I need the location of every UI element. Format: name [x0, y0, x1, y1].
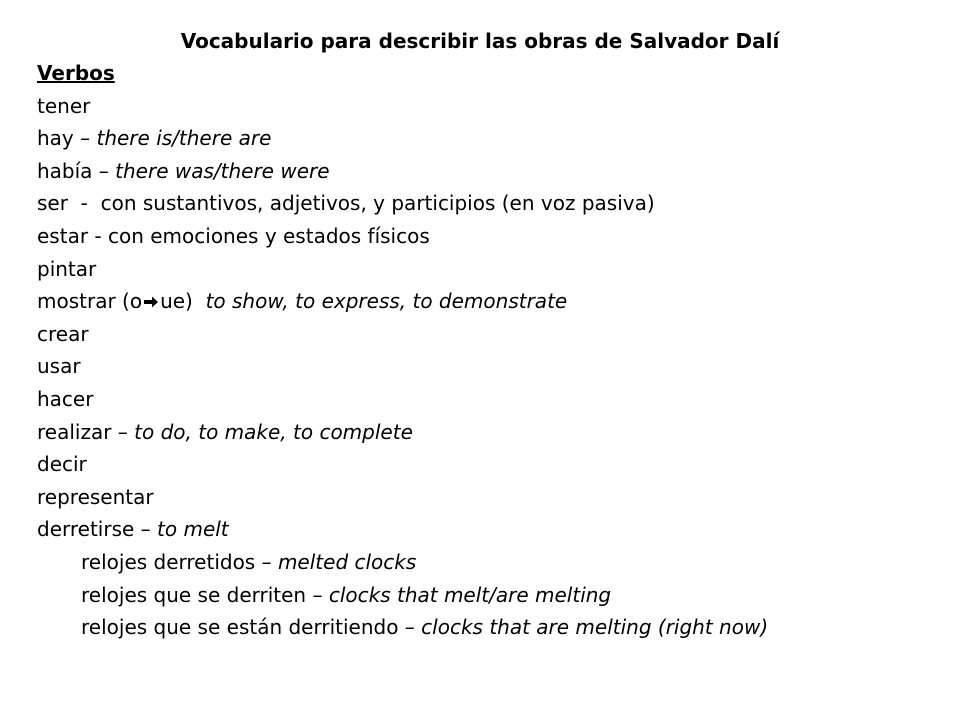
- english-translation: clocks that are melting (right now): [421, 615, 769, 640]
- spanish-term-suffix: ue): [160, 289, 206, 314]
- spanish-term: hay –: [37, 126, 97, 151]
- vocab-line-usar: [37, 350, 937, 383]
- english-translation: melted clocks: [277, 549, 417, 574]
- vocab-subline-relojes-derriten: [37, 579, 937, 612]
- spanish-term: tener: [37, 93, 91, 118]
- section-heading: Verbos: [37, 61, 115, 85]
- spanish-term: representar: [37, 484, 154, 509]
- spanish-term: relojes derretidos –: [81, 549, 278, 574]
- vocab-line-decir: [37, 448, 937, 481]
- page-title: Vocabulario para describir las obras de Salvador Dalí: [180, 29, 780, 53]
- vocab-line-mostrar: [37, 285, 937, 318]
- vocab-line-ser: [37, 187, 937, 220]
- vocab-line-pintar: [37, 253, 937, 286]
- spanish-term: estar - con emociones y estados físicos: [37, 223, 430, 248]
- english-translation: there is/there are: [96, 126, 272, 151]
- english-translation: to show, to express, to demonstrate: [205, 289, 568, 314]
- spanish-term: mostrar (o: [37, 289, 143, 314]
- english-translation: to do, to make, to complete: [134, 419, 413, 444]
- spanish-term: usar: [37, 354, 81, 379]
- vocab-line-tener: [37, 90, 937, 123]
- vocab-line-habia: [37, 155, 937, 188]
- spanish-term: realizar –: [37, 419, 135, 444]
- vocab-line-realizar: [37, 416, 937, 449]
- spanish-term: crear: [37, 321, 89, 346]
- spanish-term: relojes que se derriten –: [81, 582, 329, 607]
- english-translation: to melt: [157, 517, 229, 542]
- spanish-term: ser - con sustantivos, adjetivos, y participios (en voz pasiva): [37, 191, 655, 216]
- vocab-line-estar: [37, 220, 937, 253]
- spanish-term: relojes que se están derritiendo –: [81, 615, 422, 640]
- spanish-term: decir: [37, 452, 87, 477]
- spanish-term: derretirse –: [37, 517, 158, 542]
- vocab-line-crear: [37, 318, 937, 351]
- spanish-term: hacer: [37, 386, 94, 411]
- right-arrow-icon: [143, 286, 159, 319]
- vocab-line-derretirse: [37, 513, 937, 546]
- vocab-subline-relojes-derritiendo: [37, 611, 937, 644]
- english-translation: clocks that melt/are melting: [328, 582, 612, 607]
- spanish-term: había –: [37, 158, 116, 183]
- english-translation: there was/there were: [115, 158, 330, 183]
- vocab-line-hay: [37, 122, 937, 155]
- vocab-subline-relojes-derretidos: [37, 546, 937, 579]
- spanish-term: pintar: [37, 256, 97, 281]
- vocab-line-hacer: [37, 383, 937, 416]
- vocab-line-representar: [37, 481, 937, 514]
- vocabulary-list: [37, 57, 937, 644]
